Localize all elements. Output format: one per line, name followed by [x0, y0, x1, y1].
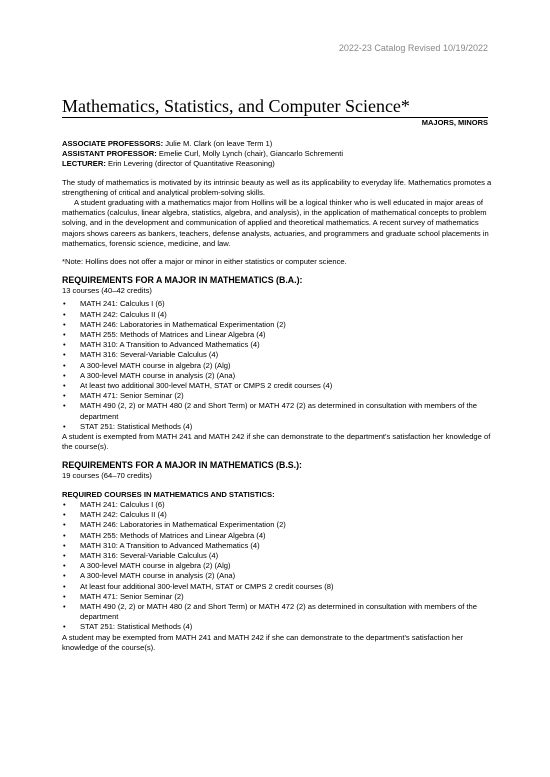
page-content [62, 139, 492, 653]
list-item: • At least two additional 300-level MATH, STAT or CMPS 2 credit courses (4) [62, 381, 492, 391]
faculty-names: Emelie Curl, Molly Lynch (chair), Giancarlo Schrementi [158, 149, 344, 159]
list-item: • A 300-level MATH course in algebra (2) (Alg) [62, 361, 492, 371]
list-item: • MATH 316: Several-Variable Calculus (4) [62, 551, 492, 561]
ba-course-list [62, 299, 492, 432]
list-item: • MATH 471: Senior Seminar (2) [62, 592, 492, 602]
intro-paragraph: A student graduating with a mathematics major from Hollins will be a logical thinker who is well educated in major areas of mathematics (calculus, linear algebra, statistics, algebra, and analysis), in the application of mathematical concepts to problem solving, and in the development and communication of applied and theoretical mathematics. A recent survey of mathematics majors shows careers as bankers, teachers, defense analysts, actuaries, and programmers and graduate school placements in mathematics, forensic science, medicine, and law. [62, 198, 489, 248]
list-item: • MATH 255: Methods of Matrices and Linear Algebra (4) [62, 330, 492, 340]
list-item: • MATH 490 (2, 2) or MATH 480 (2 and Short Term) or MATH 472 (2) as determined in consultation with members of the department [62, 602, 492, 622]
list-item: • STAT 251: Statistical Methods (4) [62, 622, 492, 632]
list-item: • MATH 241: Calculus I (6) [62, 299, 492, 309]
bs-course-list [62, 500, 492, 633]
faculty-role: ASSOCIATE PROFESSORS: [62, 139, 164, 148]
list-item: • MATH 310: A Transition to Advanced Mathematics (4) [62, 340, 492, 350]
list-item: • MATH 246: Laboratories in Mathematical Experimentation (2) [62, 520, 492, 530]
intro-paragraph: The study of mathematics is motivated by its intrinsic beauty as well as its applicability to everyday life. Mathematics promotes a strengthening of critical and analytical problem-solving skills. [62, 177, 492, 197]
ba-requirements-heading: REQUIREMENTS FOR A MAJOR IN MATHEMATICS (B.A.): [62, 275, 303, 286]
faculty-line [62, 159, 492, 169]
faculty-names: Erin Levering (director of Quantitative Reasoning) [108, 159, 275, 169]
page-title: Mathematics, Statistics, and Computer Science* [62, 96, 488, 118]
list-item: • MATH 241: Calculus I (6) [62, 500, 492, 510]
faculty-role: ASSISTANT PROFESSOR: [62, 149, 157, 159]
bs-requirements-heading: REQUIREMENTS FOR A MAJOR IN MATHEMATICS (B.S.): [62, 460, 302, 471]
faculty-line [62, 139, 492, 149]
list-item: • MATH 310: A Transition to Advanced Mathematics (4) [62, 541, 492, 551]
list-item: • A 300-level MATH course in analysis (2) (Ana) [62, 371, 492, 381]
ba-credits: 13 courses (40–42 credits) [62, 286, 152, 296]
list-item: • MATH 471: Senior Seminar (2) [62, 391, 492, 401]
faculty-names: Julie M. Clark (on leave Term 1) [165, 139, 273, 148]
page-subtitle: MAJORS, MINORS [421, 118, 488, 127]
bs-credits: 19 courses (64–70 credits) [62, 471, 152, 481]
list-item: • MATH 316: Several-Variable Calculus (4) [62, 350, 492, 360]
list-item: • STAT 251: Statistical Methods (4) [62, 422, 492, 432]
bs-required-courses-heading: REQUIRED COURSES IN MATHEMATICS AND STATISTICS: [62, 489, 275, 499]
ba-exemption-note: A student is exempted from MATH 241 and MATH 242 if she can demonstrate to the department's satisfaction her knowledge of the course(s). [62, 432, 491, 452]
list-item: • MATH 255: Methods of Matrices and Linear Algebra (4) [62, 531, 492, 541]
bs-exemption-note: A student may be exempted from MATH 241 and MATH 242 if she can demonstrate to the department's satisfaction her knowledge of the course(s). [62, 632, 463, 652]
catalog-revision-note: 2022-23 Catalog Revised 10/19/2022 [338, 43, 488, 53]
list-item: • MATH 242: Calculus II (4) [62, 310, 492, 320]
faculty-line [62, 149, 492, 159]
list-item: • A 300-level MATH course in analysis (2) (Ana) [62, 571, 492, 581]
footnote: *Note: Hollins does not offer a major or minor in either statistics or computer science. [62, 257, 347, 267]
faculty-role: LECTURER: [62, 159, 106, 169]
list-item: • A 300-level MATH course in algebra (2) (Alg) [62, 561, 492, 571]
list-item: • At least four additional 300-level MATH, STAT or CMPS 2 credit courses (8) [62, 582, 492, 592]
list-item: • MATH 246: Laboratories in Mathematical Experimentation (2) [62, 320, 492, 330]
list-item: • MATH 242: Calculus II (4) [62, 510, 492, 520]
list-item: • MATH 490 (2, 2) or MATH 480 (2 and Short Term) or MATH 472 (2) as determined in consultation with members of the department [62, 401, 492, 421]
faculty-list [62, 139, 492, 170]
